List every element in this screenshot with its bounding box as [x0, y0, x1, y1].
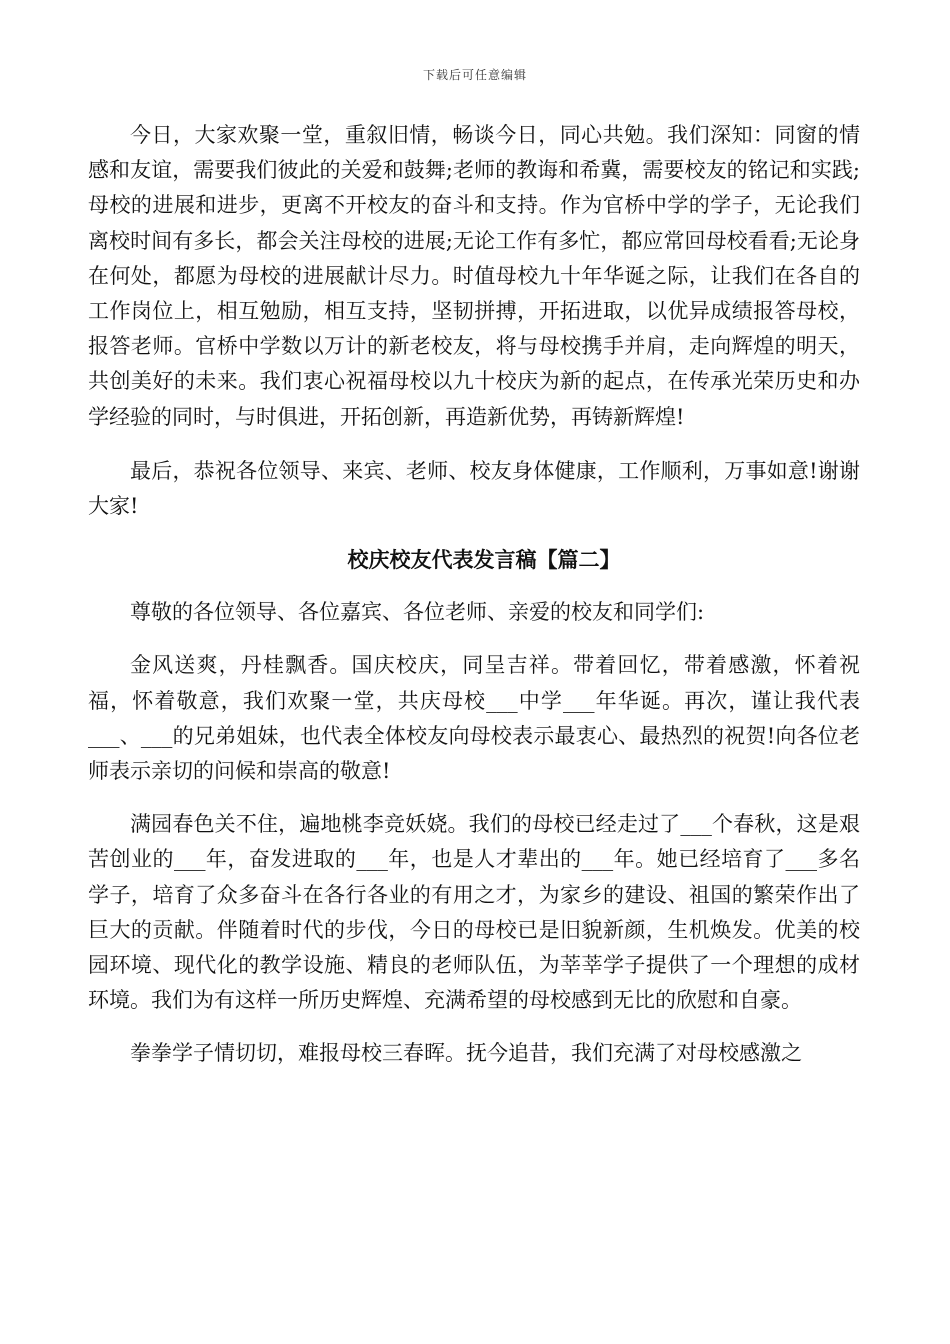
- section-heading: 校庆校友代表发言稿【篇二】: [347, 547, 621, 573]
- paragraph-closing-remarks: 今日，大家欢聚一堂，重叙旧情，畅谈今日，同心共勉。我们深知：同窗的情感和友谊，需要我们彼此的关爱和鼓舞;老师的教诲和希冀，需要校友的铭记和实践;母校的进展和进步，更离不开校友的奋斗和支持。作为官桥中学的学子，无论我们离校时间有多长，都会关注母校的进展;无论工作有多忙，都应常回母校看看;无论身在何处，都愿为母校的进展献计尽力。时值母校九十年华诞之际，让我们在各自的工作岗位上，相互勉励，相互支持，坚韧拼搏，开拓进取，以优异成绩报答母校，报答老师。官桥中学数以万计的新老校友，将与母校携手并肩，走向辉煌的明天，共创美好的未来。我们衷心祝福母校以九十校庆为新的起点，在传承光荣历史和办学经验的同时，与时俱进，开拓创新，再造新优势，再铸新辉煌!: [88, 123, 860, 429]
- paragraph-spacer: [88, 435, 860, 454]
- paragraph-spacer: [88, 524, 860, 542]
- paragraph-school-history: 满园春色关不住，遍地桃李竞妖娆。我们的母校已经走过了___个春秋，这是艰苦创业的___年，奋发进取的___年，也是人才辈出的___年。她已经培育了___多名学子，培育了众多奋斗在各行各业的有用之才，为家乡的建设、祖国的繁荣作出了巨大的贡献。伴随着时代的步伐，今日的母校已是旧貌新颜，生机焕发。优美的校园环境、现代化的教学设施、精良的老师队伍，为莘莘学子提供了一个理想的成材环境。我们为有这样一所历史辉煌、充满希望的母校感到无比的欣慰和自豪。: [88, 812, 860, 1013]
- paragraph-final-wishes: 最后，恭祝各位领导、来宾、老师、校友身体健康，工作顺利，万事如意!谢谢大家!: [88, 458, 860, 519]
- paragraph-salutation: 尊敬的各位领导、各位嘉宾、各位老师、亲爱的校友和同学们:: [130, 600, 705, 625]
- paragraph-gratitude: 拳拳学子情切切，难报母校三春晖。抚今追昔，我们充满了对母校感激之: [130, 1041, 802, 1066]
- paragraph-greeting: 金风送爽，丹桂飘香。国庆校庆，同呈吉祥。带着回忆，带着感激，怀着祝福，怀着敬意，我们欢聚一堂，共庆母校___中学___年华诞。再次，谨让我代表___、___的兄弟姐妹，也代表全体校友向母校表示最衷心、最热烈的祝贺!向各位老师表示亲切的问候和崇高的敬意!: [88, 653, 860, 784]
- paragraph-spacer: [88, 1018, 860, 1036]
- page-header: 下载后可任意编辑: [422, 68, 527, 82]
- paragraph-spacer: [88, 630, 860, 648]
- paragraph-spacer: [88, 577, 860, 595]
- document-body: [88, 118, 860, 1072]
- paragraph-spacer: [88, 789, 860, 807]
